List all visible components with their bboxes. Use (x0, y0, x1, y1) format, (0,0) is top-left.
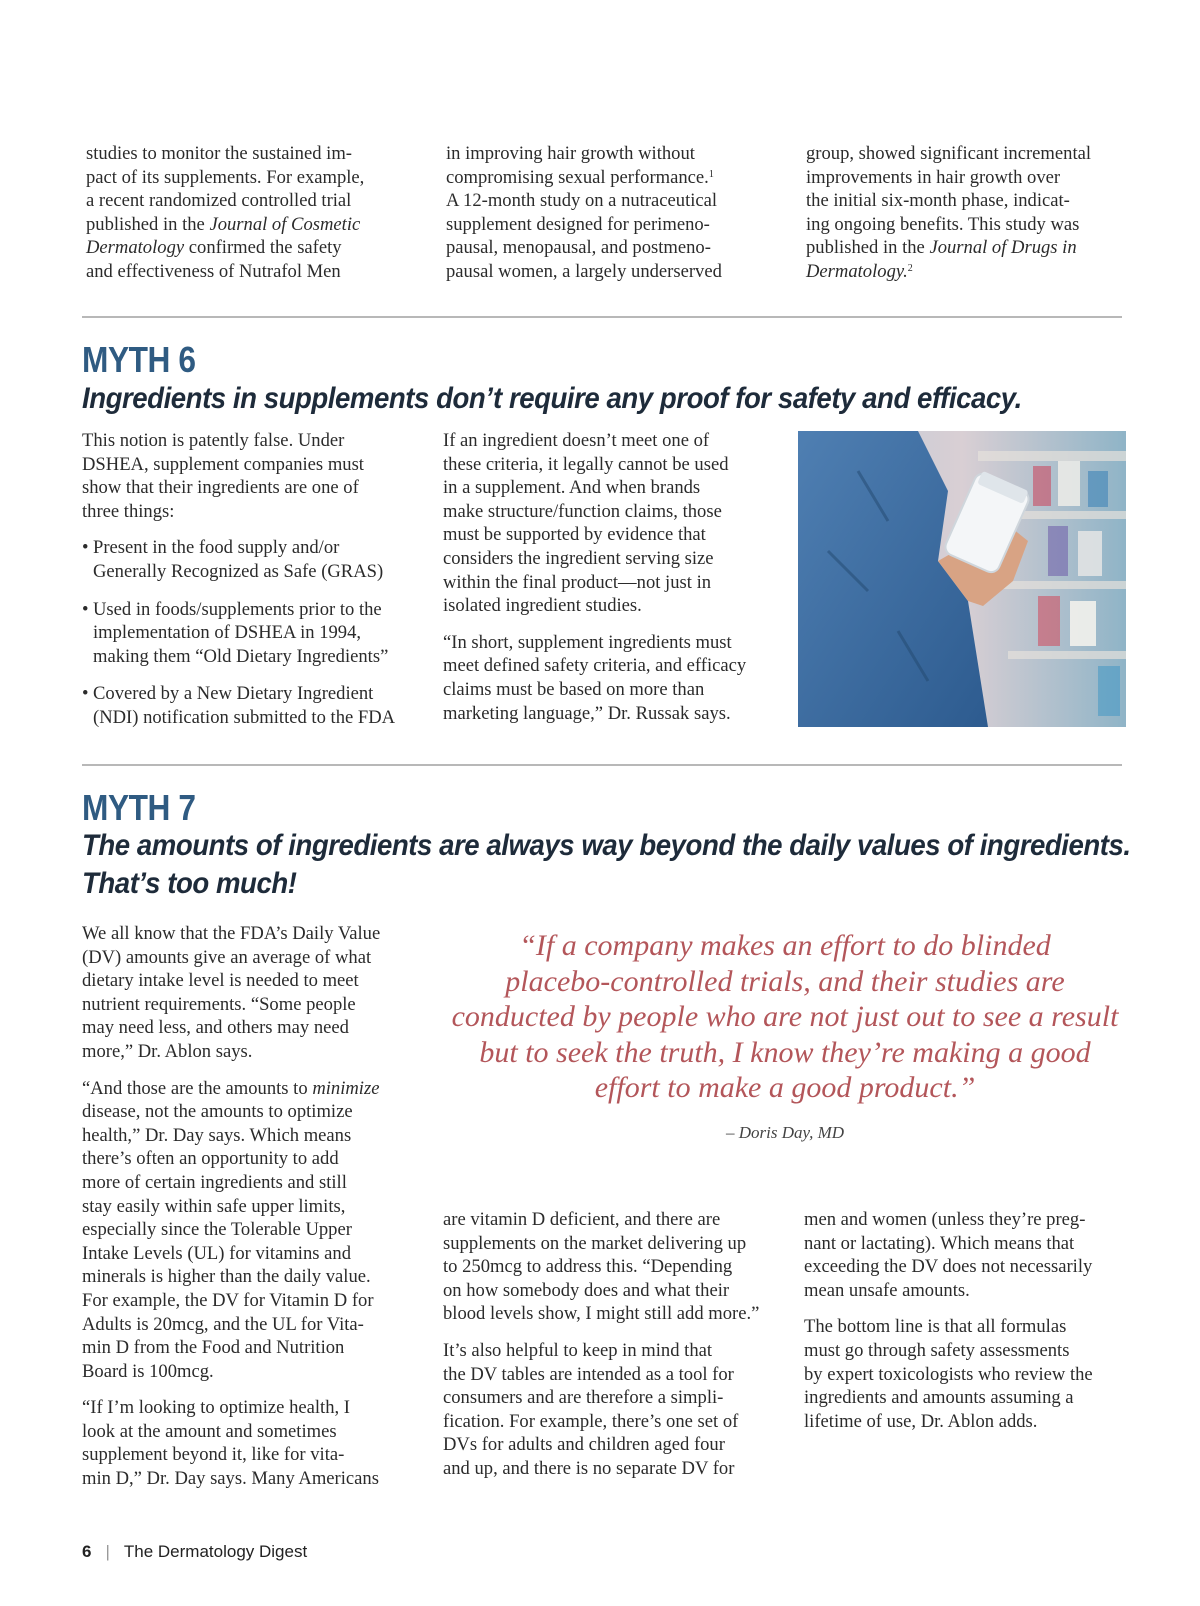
text-line: by expert toxicologists who review the (804, 1363, 1093, 1385)
text-line: make structure/function claims, those (443, 500, 722, 522)
myth-6-column-2 (443, 429, 783, 725)
myth-7-title-line-2: That’s too much! (82, 867, 297, 900)
text-line: lifetime of use, Dr. Ablon adds. (804, 1410, 1038, 1432)
text-line: Present in the food supply and/or (93, 537, 340, 559)
list-item (82, 536, 422, 583)
text-line: (DV) amounts give an average of what (82, 946, 372, 968)
text-line: A 12-month study on a nutraceutical (446, 190, 718, 212)
myth-7-column-1 (82, 922, 422, 1491)
text-line: group, showed significant incremental (806, 143, 1092, 164)
text-line: show that their ingredients are one of (82, 477, 359, 499)
text-line: confirmed the safety (184, 237, 342, 259)
myth-6-column-1 (82, 429, 422, 744)
paragraph (443, 631, 783, 725)
quote-line: “If a company makes an effort to do blinded (519, 929, 1051, 962)
text-line: Generally Recognized as Safe (GRAS) (93, 560, 384, 582)
pull-quote (440, 928, 1130, 1106)
text-line: to 250mcg to address this. “Depending (443, 1256, 733, 1278)
text-line: compromising sexual performance. (446, 166, 709, 188)
text-line: ing ongoing benefits. This study was (806, 213, 1080, 235)
page-number: 6 (82, 1542, 92, 1561)
paragraph (82, 922, 422, 1064)
text-line: Intake Levels (UL) for vitamins and (82, 1242, 352, 1264)
text-line: in improving hair growth without (446, 143, 695, 164)
text-line: making them “Old Dietary Ingredients” (93, 645, 389, 667)
text-line: isolated ingredient studies. (443, 595, 642, 617)
text-line: This notion is patently false. Under (82, 430, 345, 451)
footer-separator: | (105, 1542, 110, 1561)
quote-line: effort to make a good product.” (594, 1071, 976, 1104)
text-line: look at the amount and sometimes (82, 1420, 337, 1442)
text-line: “And those are the amounts to (82, 1077, 313, 1099)
journal-name: Dermatology. (806, 260, 908, 282)
list-item (82, 682, 422, 729)
paragraph (82, 1396, 422, 1490)
text-line: If an ingredient doesn’t meet one of (443, 430, 710, 451)
text-line: Adults is 20mcg, and the UL for Vita- (82, 1313, 364, 1335)
top-column-3 (806, 142, 1136, 284)
journal-name: Dermatology (86, 237, 185, 259)
text-line: there’s often an opportunity to add (82, 1148, 339, 1170)
myth-6-title: Ingredients in supplements don’t require any proof for safety and efficacy. (82, 382, 1022, 415)
text-line: in a supplement. And when brands (443, 477, 701, 499)
criteria-list (82, 536, 422, 729)
text-line: more,” Dr. Ablon says. (82, 1040, 253, 1062)
paragraph (804, 1315, 1144, 1433)
quote-line: but to seek the truth, I know they’re making a good (479, 1035, 1091, 1069)
text-line: marketing language,” Dr. Russak says. (443, 702, 731, 724)
paragraph (82, 1077, 422, 1384)
quote-line: conducted by people who are not just out to see a result (451, 1000, 1119, 1033)
text-line: studies to monitor the sustained im- (86, 143, 352, 164)
text-line: exceeding the DV does not necessarily (804, 1256, 1093, 1278)
paragraph (804, 1208, 1144, 1302)
text-line: supplement designed for perimeno- (446, 213, 710, 235)
text-line: minerals is higher than the daily value. (82, 1266, 371, 1288)
emphasis: minimize (312, 1077, 380, 1099)
text-line: these criteria, it legally cannot be used (443, 453, 729, 475)
text-line: nutrient requirements. “Some people (82, 993, 356, 1015)
text-line: must go through safety assessments (804, 1339, 1070, 1361)
text-line: more of certain ingredients and still (82, 1171, 347, 1193)
text-line: consumers and are therefore a simpli- (443, 1387, 724, 1409)
text-line: ingredients and amounts assuming a (804, 1387, 1074, 1409)
text-line: considers the ingredient serving size (443, 547, 714, 569)
text-line: the DV tables are intended as a tool for (443, 1363, 734, 1385)
text-line: Board is 100mcg. (82, 1360, 214, 1382)
text-line: Used in foods/supplements prior to the (93, 598, 382, 620)
paragraph (443, 1339, 783, 1481)
text-line: pausal women, a largely underserved (446, 260, 722, 282)
myth-7-title-line-1: The amounts of ingredients are always way beyond the daily values of ingredients. (82, 829, 1131, 862)
text-line: health,” Dr. Day says. Which means (82, 1124, 352, 1146)
text-line: on how somebody does and what their (443, 1279, 730, 1301)
text-line: within the final product—not just in (443, 571, 712, 593)
text-line: claims must be based on more than (443, 678, 705, 700)
paragraph (443, 429, 783, 618)
footnote-ref: 1 (708, 168, 714, 180)
text-line: nant or lactating). Which means that (804, 1232, 1075, 1254)
text-line: “In short, supplement ingredients must (443, 631, 732, 653)
text-line: supplements on the market delivering up (443, 1232, 747, 1254)
text-line: supplement beyond it, like for vita- (82, 1444, 345, 1466)
text-line: We all know that the FDA’s Daily Value (82, 923, 381, 944)
text-line: DVs for adults and children aged four (443, 1434, 725, 1456)
text-line: blood levels show, I might still add more.” (443, 1303, 760, 1325)
text-line: may need less, and others may need (82, 1017, 349, 1039)
text-line: pausal, menopausal, and postmeno- (446, 237, 711, 259)
top-column-1 (86, 142, 416, 284)
text-line: the initial six-month phase, indicat- (806, 190, 1070, 212)
myth-7-column-2 (443, 1208, 783, 1481)
myth-7-column-3 (804, 1208, 1144, 1433)
text-line: men and women (unless they’re preg- (804, 1209, 1086, 1230)
text-line: min D from the Food and Nutrition (82, 1337, 345, 1359)
text-line: It’s also helpful to keep in mind that (443, 1339, 713, 1361)
text-line: are vitamin D deficient, and there are (443, 1209, 721, 1230)
text-line: (NDI) notification submitted to the FDA (93, 706, 396, 728)
text-line: must be supported by evidence that (443, 524, 706, 546)
text-line: and up, and there is no separate DV for (443, 1457, 735, 1479)
journal-name: Journal of Drugs in (929, 237, 1077, 259)
text-line: a recent randomized controlled trial (86, 190, 352, 212)
text-line: three things: (82, 500, 175, 522)
myth-6-label: MYTH 6 (82, 339, 196, 380)
text-line: “If I’m looking to optimize health, I (82, 1397, 350, 1419)
text-line: meet defined safety criteria, and efficacy (443, 655, 747, 677)
quote-attribution: – Doris Day, MD (725, 1123, 845, 1142)
text-line: pact of its supplements. For example, (86, 166, 365, 188)
text-line: published in the (806, 237, 930, 259)
text-line: The bottom line is that all formulas (804, 1316, 1067, 1338)
top-column-2 (446, 142, 776, 284)
text-line: improvements in hair growth over (806, 166, 1061, 188)
paragraph (443, 1208, 783, 1326)
myth-7-label: MYTH 7 (82, 787, 196, 828)
text-line: mean unsafe amounts. (804, 1279, 970, 1301)
photo-illustration (798, 431, 1126, 727)
supplement-shopping-photo (798, 431, 1126, 727)
text-line: DSHEA, supplement companies must (82, 453, 364, 475)
publication-name: The Dermatology Digest (123, 1542, 308, 1561)
text-line: disease, not the amounts to optimize (82, 1101, 353, 1123)
page-footer (82, 1542, 307, 1562)
text-line: dietary intake level is needed to meet (82, 970, 359, 992)
section-divider (82, 764, 1122, 766)
journal-name: Journal of Cosmetic (209, 213, 361, 235)
section-divider (82, 316, 1122, 318)
footnote-ref: 2 (907, 262, 913, 274)
text-line: min D,” Dr. Day says. Many Americans (82, 1468, 379, 1490)
text-line: stay easily within safe upper limits, (82, 1195, 346, 1217)
list-item (82, 598, 422, 669)
text-line: implementation of DSHEA in 1994, (93, 622, 362, 644)
text-line: For example, the DV for Vitamin D for (82, 1289, 374, 1311)
quote-line: placebo-controlled trials, and their studies are (505, 964, 1065, 998)
text-line: published in the (86, 213, 210, 235)
text-line: especially since the Tolerable Upper (82, 1219, 352, 1241)
paragraph (82, 429, 422, 523)
text-line: fication. For example, there’s one set of (443, 1410, 739, 1432)
text-line: and effectiveness of Nutrafol Men (86, 260, 341, 282)
text-line: Covered by a New Dietary Ingredient (93, 683, 374, 705)
